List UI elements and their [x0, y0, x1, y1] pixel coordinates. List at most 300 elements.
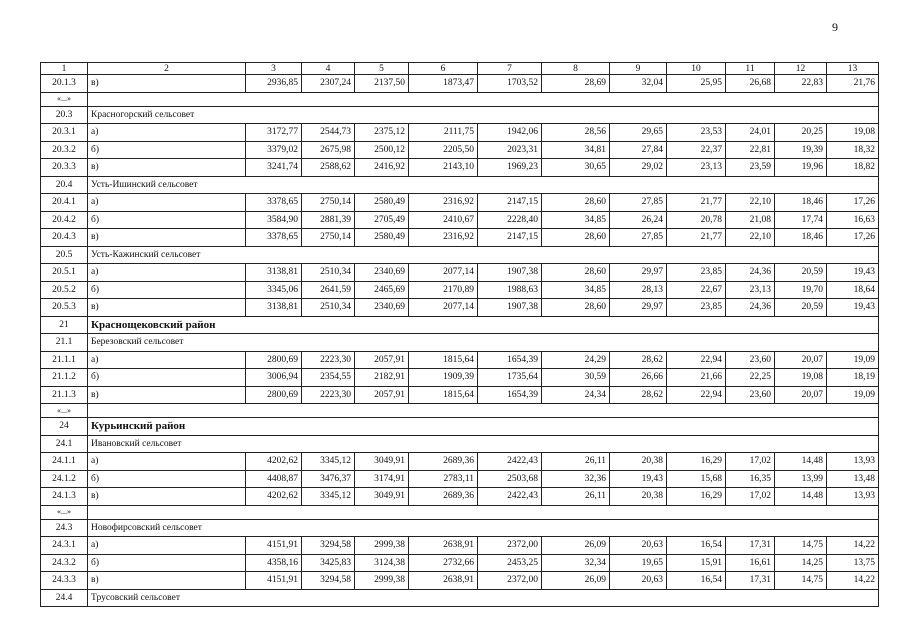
value-cell: 19,08 [827, 124, 879, 142]
value-cell: 3049,91 [355, 488, 409, 506]
value-cell: 2800,69 [246, 351, 302, 369]
value-cell: 30,65 [542, 159, 610, 177]
value-cell: 20,59 [775, 299, 827, 317]
table-row [41, 386, 879, 404]
district-name: Курьинский район [88, 418, 879, 436]
value-cell: 2580,49 [355, 229, 409, 247]
value-cell: 2422,43 [478, 453, 542, 471]
value-cell: 3124,38 [355, 554, 409, 572]
value-cell: 20,78 [667, 211, 726, 229]
value-cell: 20,38 [610, 488, 667, 506]
ellipsis-text: «...» [41, 404, 88, 418]
table-row [41, 453, 879, 471]
row-code: 20.5.3 [41, 299, 88, 317]
value-cell: 21,77 [667, 229, 726, 247]
value-cell: 3241,74 [246, 159, 302, 177]
page-number: 9 [832, 20, 838, 34]
value-cell: 1909,39 [409, 369, 478, 387]
omitted-rows-marker [41, 404, 879, 418]
column-header: 10 [667, 63, 726, 75]
value-cell: 2510,34 [302, 299, 355, 317]
value-cell: 28,13 [610, 281, 667, 299]
table-row [41, 369, 879, 387]
value-cell: 3345,12 [302, 453, 355, 471]
value-cell: 2783,11 [409, 470, 478, 488]
value-cell: 14,48 [775, 488, 827, 506]
value-cell: 3294,58 [302, 572, 355, 590]
value-cell: 26,11 [542, 453, 610, 471]
value-cell: 4408,87 [246, 470, 302, 488]
value-cell: 22,94 [667, 386, 726, 404]
value-cell: 2705,49 [355, 211, 409, 229]
value-cell: 26,09 [542, 537, 610, 555]
value-cell: 3006,94 [246, 369, 302, 387]
value-cell: 2641,59 [302, 281, 355, 299]
row-code: 24.3.2 [41, 554, 88, 572]
section-name: Усть-Кажинский сельсовет [88, 246, 879, 264]
value-cell: 16,29 [667, 453, 726, 471]
table-row [41, 75, 879, 93]
value-cell: 2999,38 [355, 537, 409, 555]
column-header: 1 [41, 63, 88, 75]
value-cell: 2147,15 [478, 229, 542, 247]
column-header: 4 [302, 63, 355, 75]
section-name: Трусовский сельсовет [88, 589, 879, 607]
row-label: в) [88, 229, 246, 247]
value-cell: 3138,81 [246, 264, 302, 282]
value-cell: 17,74 [775, 211, 827, 229]
table-row [41, 488, 879, 506]
value-cell: 13,48 [827, 470, 879, 488]
value-cell: 27,85 [610, 229, 667, 247]
value-cell: 20,63 [610, 537, 667, 555]
value-cell: 16,63 [827, 211, 879, 229]
value-cell: 19,43 [827, 264, 879, 282]
district-name: Краснощековский район [88, 316, 879, 334]
value-cell: 19,09 [827, 351, 879, 369]
value-cell: 22,83 [775, 75, 827, 93]
value-cell: 28,60 [542, 229, 610, 247]
value-cell: 2800,69 [246, 386, 302, 404]
section-code: 24.3 [41, 519, 88, 537]
tariff-table [40, 62, 879, 607]
value-cell: 23,60 [726, 386, 775, 404]
value-cell: 27,85 [610, 194, 667, 212]
value-cell: 2316,92 [409, 194, 478, 212]
row-label: б) [88, 211, 246, 229]
value-cell: 25,95 [667, 75, 726, 93]
value-cell: 19,09 [827, 386, 879, 404]
value-cell: 22,10 [726, 194, 775, 212]
value-cell: 22,94 [667, 351, 726, 369]
value-cell: 17,02 [726, 488, 775, 506]
value-cell: 29,65 [610, 124, 667, 142]
row-label: б) [88, 470, 246, 488]
value-cell: 1907,38 [478, 264, 542, 282]
value-cell: 1988,63 [478, 281, 542, 299]
value-cell: 24,36 [726, 264, 775, 282]
row-code: 24.1.2 [41, 470, 88, 488]
column-header: 6 [409, 63, 478, 75]
section-row [41, 435, 879, 453]
value-cell: 4202,62 [246, 453, 302, 471]
section-row [41, 334, 879, 352]
value-cell: 23,53 [667, 124, 726, 142]
value-cell: 13,99 [775, 470, 827, 488]
value-cell: 19,65 [610, 554, 667, 572]
value-cell: 3294,58 [302, 537, 355, 555]
row-code: 24.1.1 [41, 453, 88, 471]
value-cell: 1815,64 [409, 386, 478, 404]
table-row [41, 554, 879, 572]
table-row [41, 211, 879, 229]
value-cell: 2147,15 [478, 194, 542, 212]
row-label: в) [88, 299, 246, 317]
row-code: 20.4.2 [41, 211, 88, 229]
value-cell: 32,34 [542, 554, 610, 572]
district-code: 21 [41, 316, 88, 334]
value-cell: 22,37 [667, 141, 726, 159]
value-cell: 30,59 [542, 369, 610, 387]
value-cell: 22,67 [667, 281, 726, 299]
row-code: 24.3.3 [41, 572, 88, 590]
row-label: а) [88, 537, 246, 555]
value-cell: 14,25 [775, 554, 827, 572]
value-cell: 15,68 [667, 470, 726, 488]
value-cell: 20,59 [775, 264, 827, 282]
value-cell: 20,38 [610, 453, 667, 471]
value-cell: 13,75 [827, 554, 879, 572]
column-header: 13 [827, 63, 879, 75]
value-cell: 1654,39 [478, 386, 542, 404]
value-cell: 1873,47 [409, 75, 478, 93]
value-cell: 2416,92 [355, 159, 409, 177]
row-code: 20.1.3 [41, 75, 88, 93]
value-cell: 3425,83 [302, 554, 355, 572]
value-cell: 19,43 [827, 299, 879, 317]
value-cell: 2143,10 [409, 159, 478, 177]
value-cell: 2205,50 [409, 141, 478, 159]
value-cell: 19,08 [775, 369, 827, 387]
value-cell: 18,32 [827, 141, 879, 159]
section-code: 20.4 [41, 176, 88, 194]
row-label: а) [88, 194, 246, 212]
row-code: 20.4.1 [41, 194, 88, 212]
value-cell: 18,64 [827, 281, 879, 299]
section-code: 20.3 [41, 106, 88, 124]
value-cell: 2375,12 [355, 124, 409, 142]
district-code: 24 [41, 418, 88, 436]
value-cell: 2372,00 [478, 537, 542, 555]
table-row [41, 572, 879, 590]
value-cell: 2544,73 [302, 124, 355, 142]
value-cell: 21,76 [827, 75, 879, 93]
value-cell: 13,93 [827, 453, 879, 471]
value-cell: 1907,38 [478, 299, 542, 317]
row-label: а) [88, 453, 246, 471]
value-cell: 2500,12 [355, 141, 409, 159]
row-label: б) [88, 554, 246, 572]
value-cell: 24,34 [542, 386, 610, 404]
value-cell: 14,75 [775, 572, 827, 590]
section-code: 24.4 [41, 589, 88, 607]
value-cell: 2750,14 [302, 229, 355, 247]
section-code: 24.1 [41, 435, 88, 453]
section-name: Новофирсовский сельсовет [88, 519, 879, 537]
value-cell: 21,66 [667, 369, 726, 387]
value-cell: 20,07 [775, 386, 827, 404]
section-code: 21.1 [41, 334, 88, 352]
value-cell: 14,75 [775, 537, 827, 555]
value-cell: 23,59 [726, 159, 775, 177]
value-cell: 26,24 [610, 211, 667, 229]
value-cell: 13,93 [827, 488, 879, 506]
value-cell: 20,63 [610, 572, 667, 590]
value-cell: 1942,06 [478, 124, 542, 142]
value-cell: 17,31 [726, 572, 775, 590]
value-cell: 26,09 [542, 572, 610, 590]
value-cell: 23,85 [667, 299, 726, 317]
value-cell: 3379,02 [246, 141, 302, 159]
column-header: 3 [246, 63, 302, 75]
column-header: 12 [775, 63, 827, 75]
table-row [41, 264, 879, 282]
ellipsis-filler [88, 505, 879, 519]
section-row [41, 519, 879, 537]
value-cell: 23,85 [667, 264, 726, 282]
section-row [41, 589, 879, 607]
value-cell: 2638,91 [409, 572, 478, 590]
value-cell: 28,60 [542, 264, 610, 282]
value-cell: 2316,92 [409, 229, 478, 247]
value-cell: 17,31 [726, 537, 775, 555]
column-header: 8 [542, 63, 610, 75]
value-cell: 17,02 [726, 453, 775, 471]
value-cell: 27,84 [610, 141, 667, 159]
value-cell: 28,62 [610, 351, 667, 369]
district-row [41, 316, 879, 334]
section-code: 20.5 [41, 246, 88, 264]
value-cell: 2340,69 [355, 299, 409, 317]
table-row [41, 351, 879, 369]
row-label: в) [88, 159, 246, 177]
value-cell: 16,35 [726, 470, 775, 488]
row-code: 24.3.1 [41, 537, 88, 555]
table-body [41, 63, 879, 607]
section-name: Усть-Ишинский сельсовет [88, 176, 879, 194]
value-cell: 20,07 [775, 351, 827, 369]
row-label: в) [88, 572, 246, 590]
value-cell: 23,13 [726, 281, 775, 299]
value-cell: 15,91 [667, 554, 726, 572]
value-cell: 2732,66 [409, 554, 478, 572]
table-row [41, 124, 879, 142]
value-cell: 19,70 [775, 281, 827, 299]
value-cell: 3174,91 [355, 470, 409, 488]
value-cell: 24,36 [726, 299, 775, 317]
section-row [41, 106, 879, 124]
value-cell: 2111,75 [409, 124, 478, 142]
section-row [41, 246, 879, 264]
value-cell: 2077,14 [409, 299, 478, 317]
value-cell: 2675,98 [302, 141, 355, 159]
row-label: б) [88, 141, 246, 159]
value-cell: 3378,65 [246, 229, 302, 247]
row-label: б) [88, 369, 246, 387]
value-cell: 3345,12 [302, 488, 355, 506]
row-code: 21.1.2 [41, 369, 88, 387]
value-cell: 2307,24 [302, 75, 355, 93]
value-cell: 2223,30 [302, 386, 355, 404]
table-row [41, 281, 879, 299]
value-cell: 1703,52 [478, 75, 542, 93]
value-cell: 16,29 [667, 488, 726, 506]
table-row [41, 537, 879, 555]
district-row [41, 418, 879, 436]
row-code: 20.4.3 [41, 229, 88, 247]
value-cell: 4358,16 [246, 554, 302, 572]
section-name: Красногорский сельсовет [88, 106, 879, 124]
row-label: а) [88, 351, 246, 369]
value-cell: 3345,06 [246, 281, 302, 299]
row-code: 20.3.3 [41, 159, 88, 177]
value-cell: 29,97 [610, 264, 667, 282]
row-label: а) [88, 264, 246, 282]
row-label: в) [88, 488, 246, 506]
value-cell: 4202,62 [246, 488, 302, 506]
omitted-rows-marker [41, 505, 879, 519]
value-cell: 28,60 [542, 194, 610, 212]
value-cell: 2023,31 [478, 141, 542, 159]
ellipsis-text: «...» [41, 505, 88, 519]
value-cell: 2410,67 [409, 211, 478, 229]
value-cell: 21,77 [667, 194, 726, 212]
column-header: 9 [610, 63, 667, 75]
row-label: а) [88, 124, 246, 142]
value-cell: 2881,39 [302, 211, 355, 229]
row-code: 21.1.3 [41, 386, 88, 404]
value-cell: 1969,23 [478, 159, 542, 177]
value-cell: 26,66 [610, 369, 667, 387]
section-name: Ивановский сельсовет [88, 435, 879, 453]
row-label: в) [88, 386, 246, 404]
omitted-rows-marker [41, 92, 879, 106]
value-cell: 21,08 [726, 211, 775, 229]
table-row [41, 194, 879, 212]
value-cell: 4151,91 [246, 572, 302, 590]
value-cell: 19,39 [775, 141, 827, 159]
value-cell: 2638,91 [409, 537, 478, 555]
value-cell: 22,25 [726, 369, 775, 387]
value-cell: 22,81 [726, 141, 775, 159]
value-cell: 2354,55 [302, 369, 355, 387]
value-cell: 17,26 [827, 229, 879, 247]
value-cell: 18,46 [775, 194, 827, 212]
value-cell: 2422,43 [478, 488, 542, 506]
value-cell: 3138,81 [246, 299, 302, 317]
value-cell: 17,26 [827, 194, 879, 212]
row-code: 20.3.2 [41, 141, 88, 159]
value-cell: 2588,62 [302, 159, 355, 177]
value-cell: 14,48 [775, 453, 827, 471]
value-cell: 32,36 [542, 470, 610, 488]
value-cell: 26,11 [542, 488, 610, 506]
value-cell: 2182,91 [355, 369, 409, 387]
row-code: 21.1.1 [41, 351, 88, 369]
value-cell: 2170,89 [409, 281, 478, 299]
value-cell: 20,25 [775, 124, 827, 142]
value-cell: 2453,25 [478, 554, 542, 572]
value-cell: 16,54 [667, 572, 726, 590]
table-row [41, 141, 879, 159]
value-cell: 2057,91 [355, 386, 409, 404]
table-row [41, 159, 879, 177]
value-cell: 23,13 [667, 159, 726, 177]
value-cell: 2503,68 [478, 470, 542, 488]
row-label: в) [88, 75, 246, 93]
value-cell: 22,10 [726, 229, 775, 247]
value-cell: 34,81 [542, 141, 610, 159]
value-cell: 2340,69 [355, 264, 409, 282]
value-cell: 18,82 [827, 159, 879, 177]
value-cell: 3049,91 [355, 453, 409, 471]
value-cell: 2057,91 [355, 351, 409, 369]
value-cell: 24,01 [726, 124, 775, 142]
value-cell: 14,22 [827, 572, 879, 590]
value-cell: 2465,69 [355, 281, 409, 299]
ellipsis-filler [88, 92, 879, 106]
value-cell: 16,61 [726, 554, 775, 572]
column-header: 7 [478, 63, 542, 75]
table-row [41, 470, 879, 488]
value-cell: 26,68 [726, 75, 775, 93]
row-code: 20.3.1 [41, 124, 88, 142]
value-cell: 19,96 [775, 159, 827, 177]
value-cell: 14,22 [827, 537, 879, 555]
row-code: 20.5.1 [41, 264, 88, 282]
value-cell: 29,02 [610, 159, 667, 177]
value-cell: 2750,14 [302, 194, 355, 212]
header-row [41, 63, 879, 75]
value-cell: 18,46 [775, 229, 827, 247]
column-header: 11 [726, 63, 775, 75]
value-cell: 2077,14 [409, 264, 478, 282]
row-code: 20.5.2 [41, 281, 88, 299]
value-cell: 34,85 [542, 211, 610, 229]
value-cell: 2223,30 [302, 351, 355, 369]
value-cell: 1654,39 [478, 351, 542, 369]
column-header: 5 [355, 63, 409, 75]
value-cell: 2689,36 [409, 453, 478, 471]
value-cell: 28,56 [542, 124, 610, 142]
value-cell: 4151,91 [246, 537, 302, 555]
value-cell: 2228,40 [478, 211, 542, 229]
value-cell: 34,85 [542, 281, 610, 299]
table-row [41, 229, 879, 247]
value-cell: 18,19 [827, 369, 879, 387]
value-cell: 2580,49 [355, 194, 409, 212]
value-cell: 3378,65 [246, 194, 302, 212]
value-cell: 3584,90 [246, 211, 302, 229]
value-cell: 2936,85 [246, 75, 302, 93]
value-cell: 2372,00 [478, 572, 542, 590]
value-cell: 32,04 [610, 75, 667, 93]
table-row [41, 299, 879, 317]
value-cell: 23,60 [726, 351, 775, 369]
value-cell: 19,43 [610, 470, 667, 488]
section-name: Березовский сельсовет [88, 334, 879, 352]
value-cell: 2137,50 [355, 75, 409, 93]
